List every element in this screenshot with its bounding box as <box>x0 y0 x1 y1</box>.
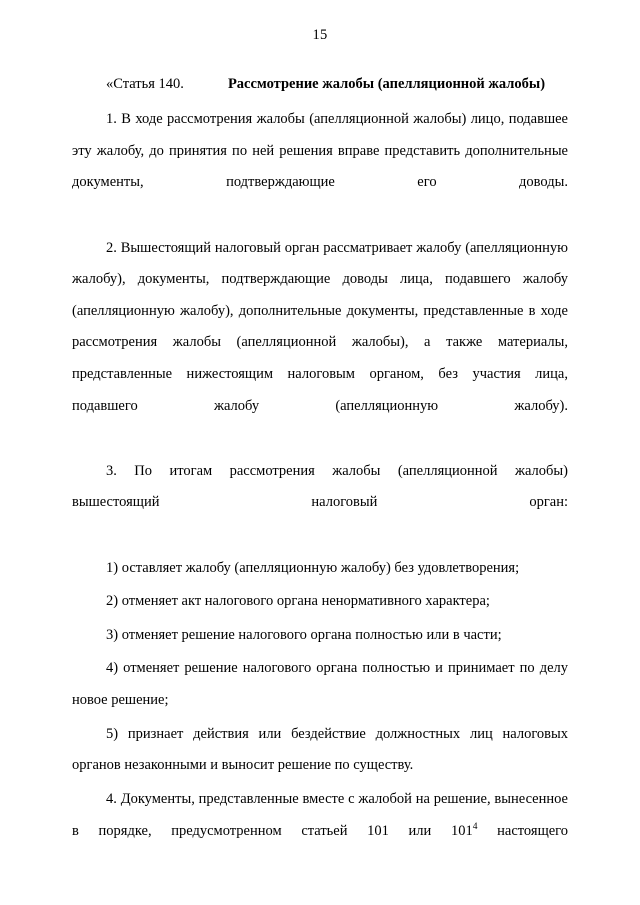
paragraph-3: 3. По итогам рассмотрения жалобы (апелляционной жалобы) вышестоящий налоговый орган: <box>72 462 568 511</box>
list-item-2: 2) отменяет акт налогового органа ненормативного характера; <box>106 593 490 610</box>
document-body <box>72 69 568 879</box>
article-heading <box>72 69 568 101</box>
paragraph-4-superscript: 4 <box>472 821 478 832</box>
paragraph-4-suffix: настоящего <box>477 822 569 839</box>
paragraph-4-prefix: 4. Документы, представленные вместе с жалобой на решение, вынесенное в порядке, предусмотренном статьей 101 или 101 <box>72 790 568 839</box>
paragraph-1: 1. В ходе рассмотрения жалобы (апелляционной жалобы) лицо, подавшее эту жалобу, до принятия по ней решения вправе представить дополнительные документы, подтверждающие его доводы. <box>72 111 568 191</box>
page-number: 15 <box>312 27 328 43</box>
paragraph-4 <box>72 784 568 879</box>
list-item-4: 4) отменяет решение налогового органа полностью и принимает по делу новое решение; <box>72 660 568 709</box>
list-item-5: 5) признает действия или бездействие должностных лиц налоговых органов незаконными и выносит решение по существу. <box>72 725 568 774</box>
article-title: Рассмотрение жалобы (апелляционной жалобы) <box>227 75 546 92</box>
list-item-3: 3) отменяет решение налогового органа полностью или в части; <box>106 626 502 643</box>
article-label: «Статья 140. <box>106 75 184 92</box>
list-item-1: 1) оставляет жалобу (апелляционную жалобу) без удовлетворения; <box>106 559 520 576</box>
paragraph-2: 2. Вышестоящий налоговый орган рассматривает жалобу (апелляционную жалобу), документы, подтверждающие доводы лица, подавшего жалобу (апелляционную жалобу), дополнительные документы, представленные в ходе рассмотрения жалобы (апелляционной жалобы), а также материалы, представленные нижестоящим налоговым органом, без участия лица, подавшего жалобу (апелляционную жалобу). <box>72 239 568 414</box>
